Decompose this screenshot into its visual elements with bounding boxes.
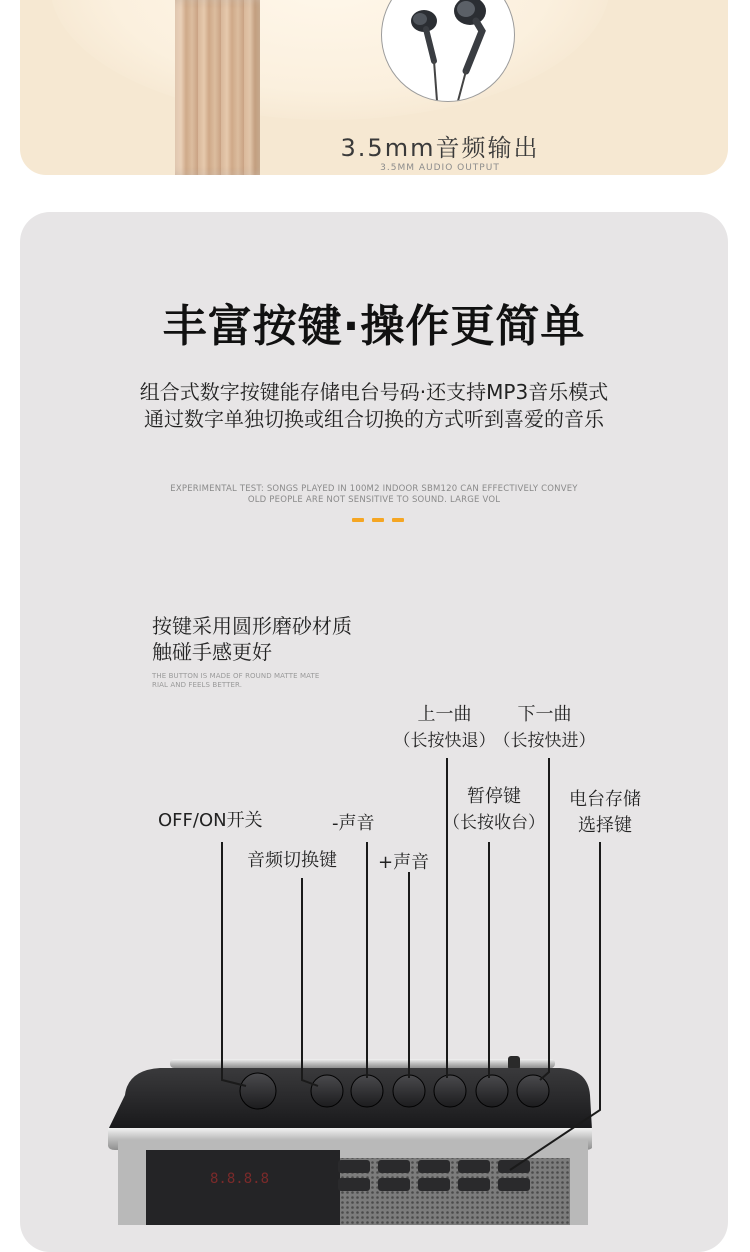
power-switch-label: OFF/ON开关 xyxy=(158,810,263,831)
next-track-label xyxy=(492,700,597,751)
feature-text-line-1: 按键采用圆形磨砂材质 xyxy=(152,614,352,638)
svg-text:8.8.8.8: 8.8.8.8 xyxy=(210,1171,270,1187)
station-store-label xyxy=(560,785,650,837)
volume-up-label: +声音 xyxy=(378,852,430,873)
prev-track-label xyxy=(392,700,497,751)
station-store-label-line-2: 选择键 xyxy=(578,815,632,836)
audio-output-subtitle: 3.5MM AUDIO OUTPUT xyxy=(380,163,500,173)
pause-label xyxy=(440,782,548,833)
pause-label-line-2: （长按收台） xyxy=(443,813,545,833)
station-store-label-line-1: 电台存储 xyxy=(569,789,641,810)
feature-text-line-2: 触碰手感更好 xyxy=(152,640,272,664)
prev-track-label-line-1: 上一曲 xyxy=(417,704,472,725)
section-title: 丰富按键·操作更简单 xyxy=(162,301,586,352)
audio-switch-label: 音频切换键 xyxy=(247,850,337,871)
pause-label-line-1: 暂停键 xyxy=(467,786,521,807)
audio-output-title: 3.5mm音频输出 xyxy=(340,134,540,162)
english-description-line-1: EXPERIMENTAL TEST: SONGS PLAYED IN 100M2 INDOOR SBM120 CAN EFFECTIVELY CONVEY xyxy=(170,484,578,494)
english-description-line-2: OLD PEOPLE ARE NOT SENSITIVE TO SOUND. LARGE VOL xyxy=(247,495,501,505)
feature-english-line-2: RIAL AND FEELS BETTER. xyxy=(152,681,243,689)
next-track-label-line-2: （长按快进） xyxy=(493,731,596,751)
prev-track-label-line-2: （长按快退） xyxy=(393,731,496,751)
description-line-1: 组合式数字按键能存储电台号码·还支持MP3音乐模式 xyxy=(139,380,609,404)
volume-down-label: -声音 xyxy=(332,813,375,834)
next-track-label-line-1: 下一曲 xyxy=(517,704,572,725)
description-line-2: 通过数字单独切换或组合切换的方式听到喜爱的音乐 xyxy=(144,407,604,431)
feature-english-line-1: THE BUTTON IS MADE OF ROUND MATTE MATE xyxy=(152,672,320,680)
